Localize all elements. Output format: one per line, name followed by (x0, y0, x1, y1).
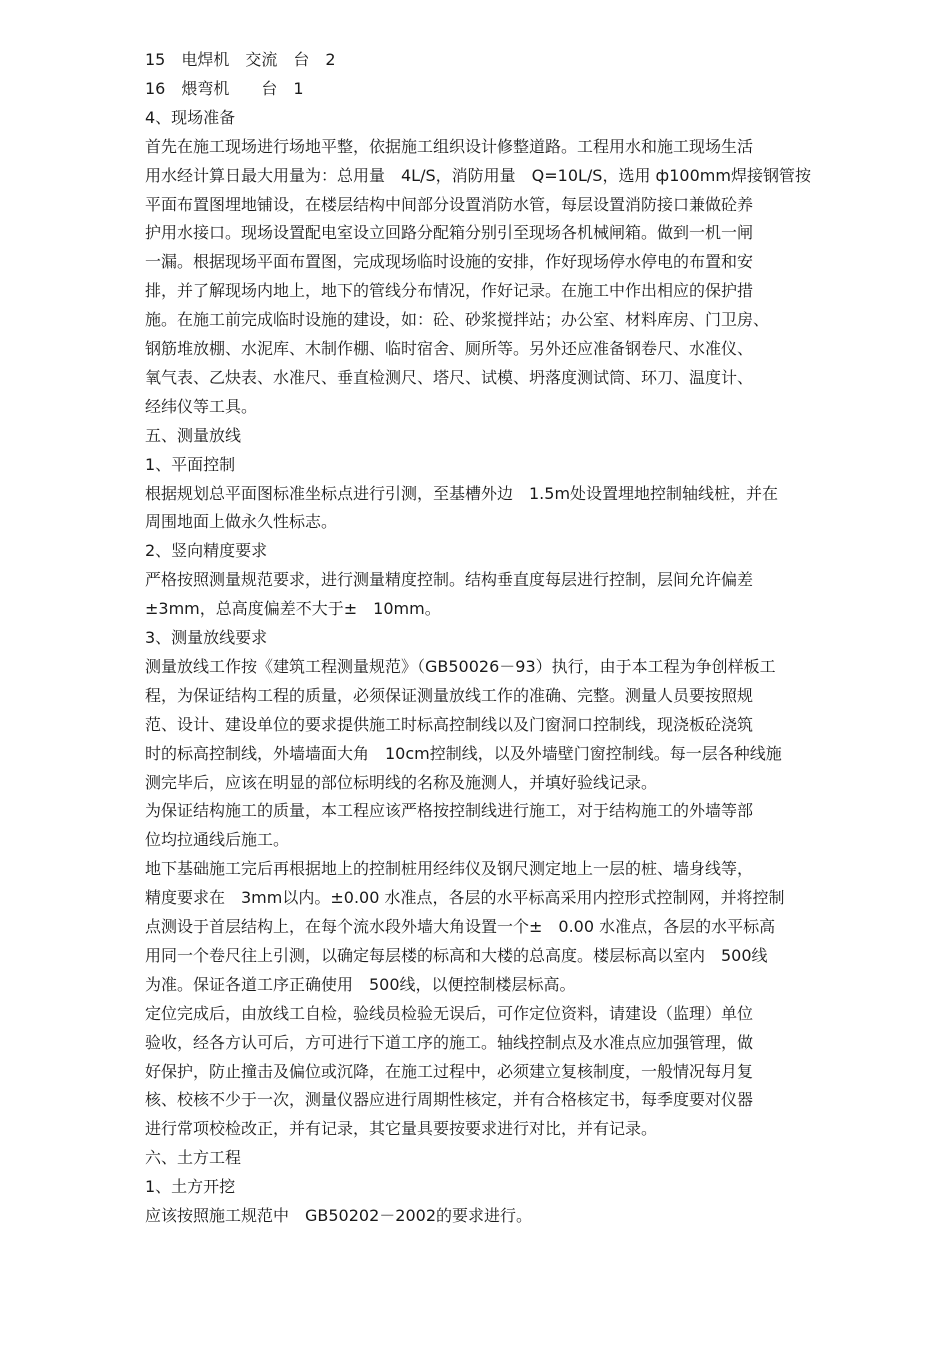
text-line: 测完毕后，应该在明显的部位标明线的名称及施测人，并填好验线记录。 (145, 772, 658, 792)
text-line: 首先在施工现场进行场地平整，依据施工组织设计修整道路。工程用水和施工现场生活 (145, 136, 754, 156)
text-line: 好保护，防止撞击及偏位或沉降，在施工过程中，必须建立复核制度，一般情况每月复 (145, 1061, 754, 1081)
text-line: 周围地面上做永久性标志。 (145, 512, 338, 532)
text-line: 护用水接口。现场设置配电室设立回路分配箱分别引至现场各机械闸箱。做到一机一闸 (145, 223, 754, 243)
text-line: 点测设于首层结构上，在每个流水段外墙大角设置一个± 0.00 水准点，各层的水平标高 (145, 917, 776, 936)
text-line: 应该按照施工规范中 GB50202－2002的要求进行。 (145, 1206, 532, 1225)
text-line: 钢筋堆放棚、水泥库、木制作棚、临时宿舍、厕所等。另外还应准备钢卷尺、水准仪、 (145, 339, 754, 358)
text-line: 为准。保证各道工序正确使用 500线，以便控制楼层标高。 (145, 974, 576, 994)
text-line: 验收，经各方认可后，方可进行下道工序的施工。轴线控制点及水准点应加强管理，做 (145, 1032, 754, 1052)
text-line: 经纬仪等工具。 (145, 396, 258, 416)
text-line: 1、土方开挖 (145, 1177, 236, 1197)
text-line: 氧气表、乙炔表、水准尺、垂直检测尺、塔尺、试模、坍落度测试筒、环刀、温度计、 (145, 367, 754, 387)
text-line: 核、校核不少于一次，测量仪器应进行周期性核定，并有合格核定书，每季度要对仪器 (145, 1090, 754, 1110)
text-line: 程，为保证结构工程的质量，必须保证测量放线工作的准确、完整。测量人员要按照规 (145, 685, 754, 705)
text-line: 时的标高控制线，外墙墙面大角 10cm控制线，以及外墙壁门窗控制线。每一层各种线施 (145, 743, 782, 763)
text-line: 平面布置图埋地铺设，在楼层结构中间部分设置消防水管，每层设置消防接口兼做砼养 (145, 194, 754, 214)
text-line: ±3mm，总高度偏差不大于± 10mm。 (145, 599, 441, 619)
text-line: 进行常项校检改正，并有记录，其它量具要按要求进行对比，并有记录。 (145, 1119, 658, 1139)
text-line: 用水经计算日最大用量为：总用量 4L/S，消防用量 Q=10L/S，选用 ф100mm焊接钢管按 (145, 165, 811, 185)
text-line: 3、测量放线要求 (145, 628, 268, 647)
text-line: 2、竖向精度要求 (145, 541, 268, 561)
text-line: 地下基础施工完后再根据地上的控制桩用经纬仪及钢尺测定地上一层的桩、墙身线等， (145, 859, 754, 879)
text-line: 1、平面控制 (145, 454, 236, 474)
text-line: 排，并了解现场内地上，地下的管线分布情况，作好记录。在施工中作出相应的保护措 (145, 281, 754, 301)
text-line: 施。在施工前完成临时设施的建设，如：砼、砂浆搅拌站；办公室、材料库房、门卫房、 (145, 310, 770, 330)
text-line: 15 电焊机 交流 台 2 (145, 50, 336, 69)
text-line: 五、测量放线 (145, 425, 242, 445)
text-line: 严格按照测量规范要求，进行测量精度控制。结构垂直度每层进行控制，层间允许偏差 (145, 570, 754, 590)
text-line: 16 煨弯机 台 1 (145, 78, 304, 98)
text-line: 一漏。根据现场平面布置图，完成现场临时设施的安排，作好现场停水停电的布置和安 (145, 252, 754, 272)
text-line: 用同一个卷尺往上引测，以确定每层楼的标高和大楼的总高度。楼层标高以室内 500线 (145, 945, 768, 965)
text-line: 4、现场准备 (145, 107, 236, 127)
text-line: 定位完成后，由放线工自检，验线员检验无误后，可作定位资料，请建设（监理）单位 (145, 1003, 754, 1023)
text-line: 根据规划总平面图标准坐标点进行引测，至基槽外边 1.5m处设置埋地控制轴线桩，并在 (145, 483, 779, 503)
text-line: 位均拉通线后施工。 (145, 830, 290, 850)
text-line: 六、土方工程 (145, 1148, 242, 1168)
text-line: 为保证结构施工的质量，本工程应该严格按控制线进行施工，对于结构施工的外墙等部 (145, 801, 754, 821)
text-line: 测量放线工作按《建筑工程测量规范》（GB50026－93）执行，由于本工程为争创样板工 (145, 656, 776, 676)
text-line: 范、设计、建设单位的要求提供施工时标高控制线以及门窗洞口控制线，现浇板砼浇筑 (145, 714, 754, 734)
text-line: 精度要求在 3mm以内。±0.00 水准点，各层的水平标高采用内控形式控制网，并将控制 (145, 888, 785, 908)
